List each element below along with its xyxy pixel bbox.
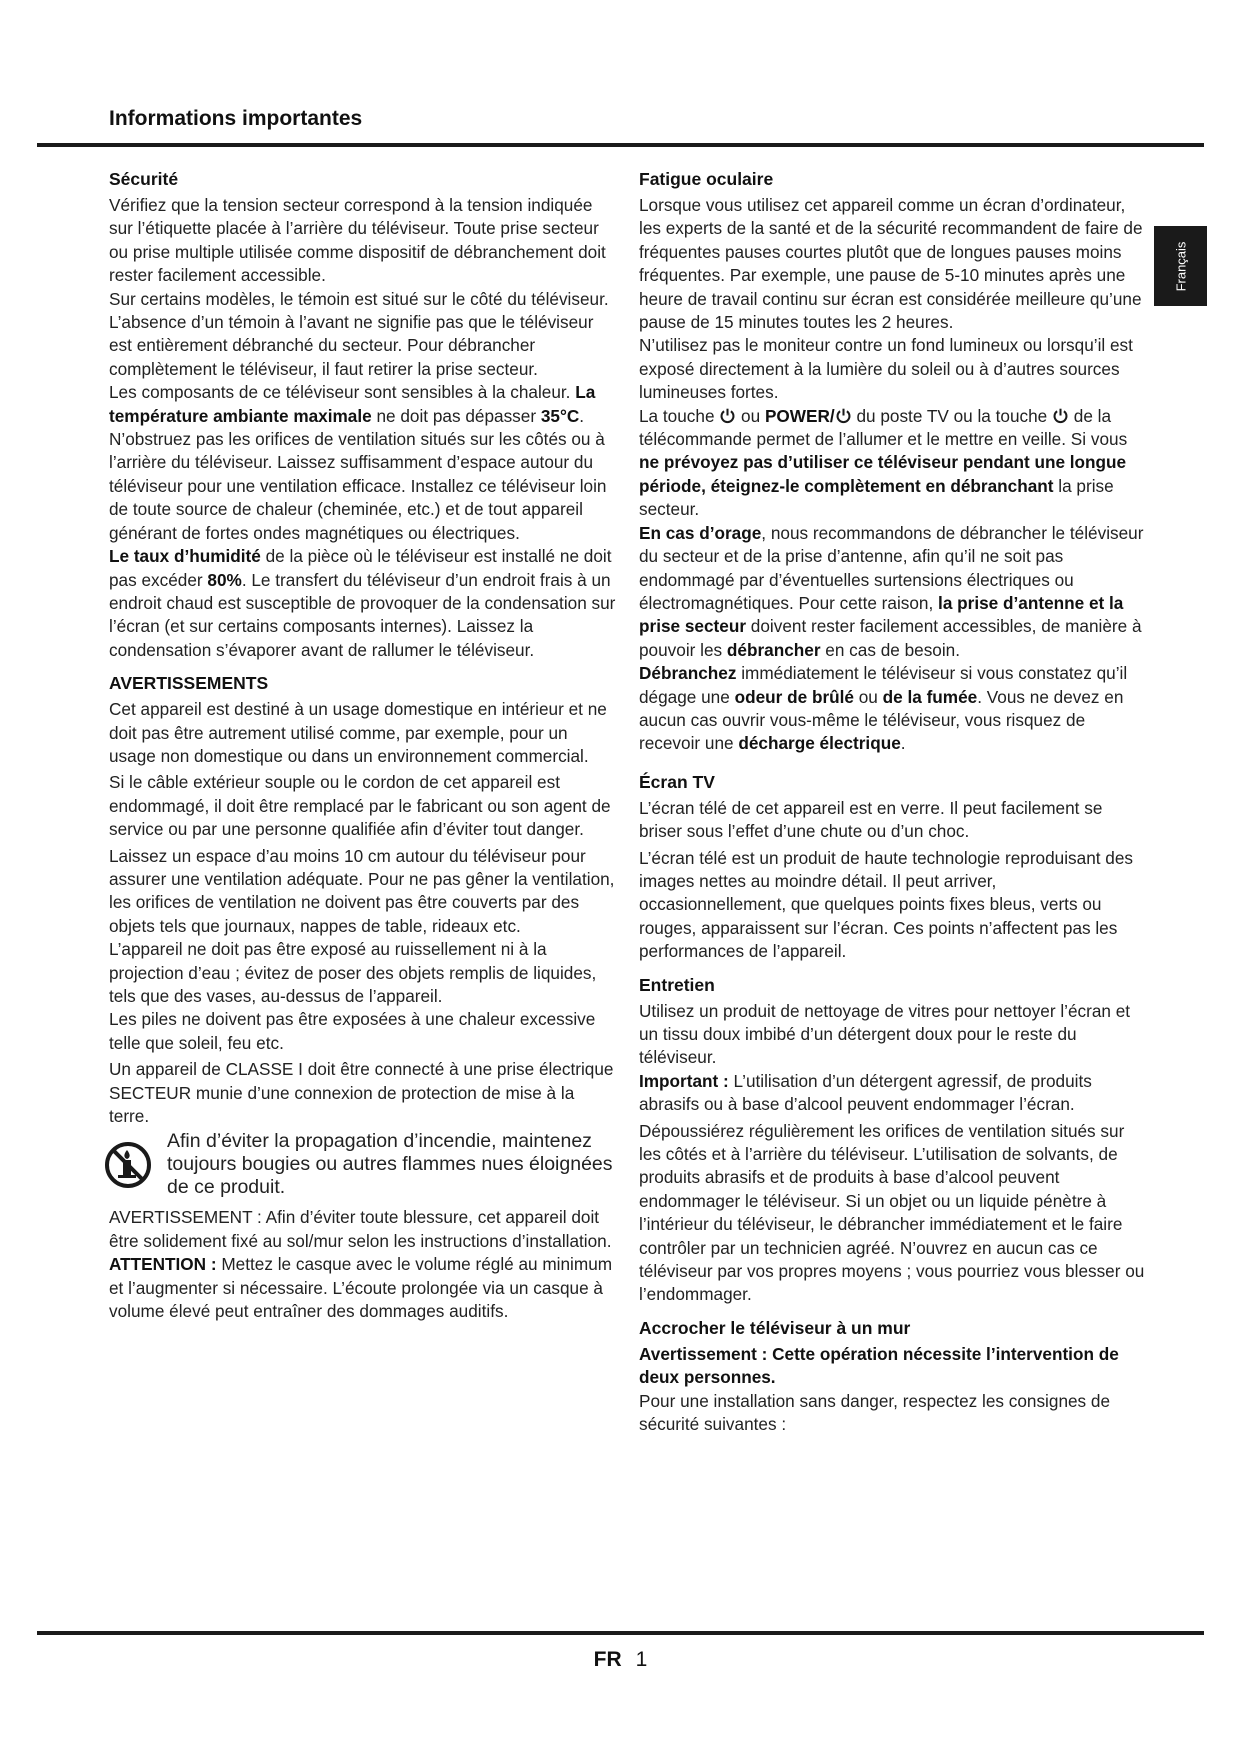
paragraph: Un appareil de CLASSE I doit être connecté à une prise électrique SECTEUR munie d’une connexion de protection de mise à la terre.	[109, 1059, 614, 1127]
power-icon	[719, 407, 736, 424]
language-tab	[1154, 226, 1207, 306]
no-open-flame-icon	[103, 1140, 153, 1190]
paragraph: N’utilisez pas le moniteur contre un fond lumineux ou lorsqu’il est exposé directement à la lumière du soleil ou à d’autres sources lumineuses fortes.	[639, 335, 1133, 403]
paragraph: Le taux d’humidité de la pièce où le téléviseur est installé ne doit pas excéder 80%. Le transfert du téléviseur d’un endroit frais à un endroit chaud est susceptible de provoquer de la condensation sur l’écran (et sur certains composants internes). Laissez la condensation s’évaporer avant de rallumer le téléviseur.	[109, 546, 616, 660]
paragraph: Dépoussiérez régulièrement les orifices de ventilation situés sur les côtés et à l’arrière du téléviseur. L’utilisation de solvants, de produits abrasifs et de produits à base d’alcool peuvent endommager le téléviseur. Si un objet ou un liquide pénètre à l’intérieur du téléviseur, le débrancher immédiatement et le faire contrôler par un technicien agréé. N’ouvrez en aucun cas ce téléviseur par vos propres moyens ; vous pourriez vous blesser ou l’endommager.	[639, 1120, 1145, 1305]
page-number: 1	[635, 1648, 648, 1671]
footer-divider	[37, 1631, 1204, 1635]
paragraph: Les composants de ce téléviseur sont sensibles à la chaleur. La température ambiante maximale ne doit pas dépasser 35°C. N’obstruez pas les orifices de ventilation situés sur les côtés ou à l’arrière du téléviseur. Laissez suffisamment d’espace autour du téléviseur pour une ventilation efficace. Installez ce téléviseur loin de toute source de chaleur (cheminée, etc.) et de tout appareil générant de fortes ondes magnétiques ou électriques.	[109, 382, 607, 543]
paragraph: Débranchez immédiatement le téléviseur si vous constatez qu’il dégage une odeur de brûlé ou de la fumée. Vous ne devez en aucun cas ouvrir vous-même le téléviseur, vous risquez de recevoir une décharge électrique.	[639, 663, 1128, 754]
fire-warning	[109, 1130, 617, 1199]
section-title-ecran-tv: Écran TV	[639, 771, 715, 792]
section-title-accrocher: Accrocher le téléviseur à un mur	[639, 1317, 911, 1338]
power-icon	[835, 407, 852, 424]
paragraph: Lorsque vous utilisez cet appareil comme un écran d’ordinateur, les experts de la santé et de la sécurité recommandent de faire de fréquentes pauses courtes plutôt que de longues pauses moins fréquentes. Par exemple, une pause de 5-10 minutes après une heure de travail continu sur écran est considérée meilleure qu’une pause de 15 minutes toutes les 2 heures.	[639, 195, 1143, 333]
right-column	[639, 167, 1145, 1437]
paragraph: AVERTISSEMENT : Afin d’éviter toute blessure, cet appareil doit être solidement fixé au sol/mur selon les instructions d’installation.	[109, 1207, 612, 1251]
paragraph: L’appareil ne doit pas être exposé au ruissellement ni à la projection d’eau ; évitez de poser des objets remplis de liquides, tels que des vases, au-dessus de l’appareil.	[109, 939, 597, 1006]
paragraph: Utilisez un produit de nettoyage de vitres pour nettoyer l’écran et un tissu doux imbibé d’un détergent doux pour le reste du téléviseur.	[639, 1000, 1131, 1068]
paragraph: Si le câble extérieur souple ou le cordon de cet appareil est endommagé, il doit être remplacé par le fabricant ou son agent de service ou par une personne qualifiée afin d’éviter tout danger.	[109, 772, 611, 840]
paragraph: Sur certains modèles, le témoin est situé sur le côté du téléviseur. L’absence d’un témoin à l’avant ne signifie pas que le téléviseur est entièrement débranché du secteur. Pour débrancher complètement le téléviseur, il faut retirer la prise secteur.	[109, 288, 609, 379]
language-tab-label: Français	[1172, 241, 1188, 291]
header-divider	[37, 143, 1204, 147]
left-column	[109, 167, 617, 1323]
power-icon	[1052, 407, 1069, 424]
paragraph: Vérifiez que la tension secteur correspond à la tension indiquée sur l’étiquette placée à l’arrière du téléviseur. Toute prise secteur ou prise multiple utilisée comme dispositif de débranchement doit rester facilement accessible.	[109, 195, 606, 286]
page-footer	[0, 1648, 1241, 1672]
paragraph: Les piles ne doivent pas être exposées à une chaleur excessive telle que soleil, feu etc.	[109, 1009, 596, 1053]
paragraph: Important : L’utilisation d’un détergent agressif, de produits abrasifs ou à base d’alcool peuvent endommager l’écran.	[639, 1070, 1092, 1115]
paragraph: Avertissement : Cette opération nécessite l’intervention de deux personnes.	[639, 1343, 1119, 1388]
section-title-securite: Sécurité	[109, 169, 179, 189]
paragraph: ATTENTION : Mettez le casque avec le volume réglé au minimum et l’augmenter si nécessaire. L’écoute prolongée via un casque à volume élevé peut entraîner des dommages auditifs.	[109, 1254, 613, 1322]
page-title: Informations importantes	[109, 107, 363, 130]
section-title-entretien: Entretien	[639, 974, 715, 995]
footer-language: FR	[593, 1648, 622, 1671]
paragraph: Laissez un espace d’au moins 10 cm autour du téléviseur pour assurer une ventilation adéquate. Pour ne pas gêner la ventilation, les orifices de ventilation ne doivent pas être couverts par des objets tels que journaux, nappes de table, rideaux etc.	[109, 845, 615, 936]
paragraph: Cet appareil est destiné à un usage domestique en intérieur et ne doit pas être autrement utilisé comme, par exemple, pour un usage non domestique ou dans un environnement commercial.	[109, 699, 607, 766]
paragraph: L’écran télé est un produit de haute technologie reproduisant des images nettes au moindre détail. Il peut arriver, occasionnellement, que quelques points fixes bleus, verts ou rouges, apparaissent sur l’écran. Ces points n’affectent pas les performances de l’appareil.	[639, 847, 1134, 962]
paragraph: Pour une installation sans danger, respectez les consignes de sécurité suivantes :	[639, 1390, 1111, 1435]
fire-warning-text: Afin d’éviter la propagation d’incendie, maintenez toujours bougies ou autres flammes nues éloignées de ce produit.	[167, 1130, 613, 1199]
section-title-fatigue: Fatigue oculaire	[639, 169, 774, 189]
section-title-avertissements: AVERTISSEMENTS	[109, 673, 269, 694]
paragraph: L’écran télé de cet appareil est en verre. Il peut facilement se briser sous l’effet d’une chute ou d’un choc.	[639, 797, 1103, 842]
paragraph: En cas d’orage, nous recommandons de débrancher le téléviseur du secteur et de la prise d’antenne, afin qu’il ne soit pas endommagé par d’éventuelles surtensions électriques ou électromagnétiques. Pour cette raison, la prise d’antenne et la prise secteur doivent rester facilement accessibles, de manière à pouvoir les débrancher en cas de besoin.	[639, 522, 1144, 660]
paragraph: La touche ou POWER/ du poste TV ou la touche de la télécommande permet de l’allumer et le mettre en veille. Si vous ne prévoyez pas d’utiliser ce téléviseur pendant une longue période, éteignez-le complètement en débranchant la prise secteur.	[639, 405, 1128, 520]
